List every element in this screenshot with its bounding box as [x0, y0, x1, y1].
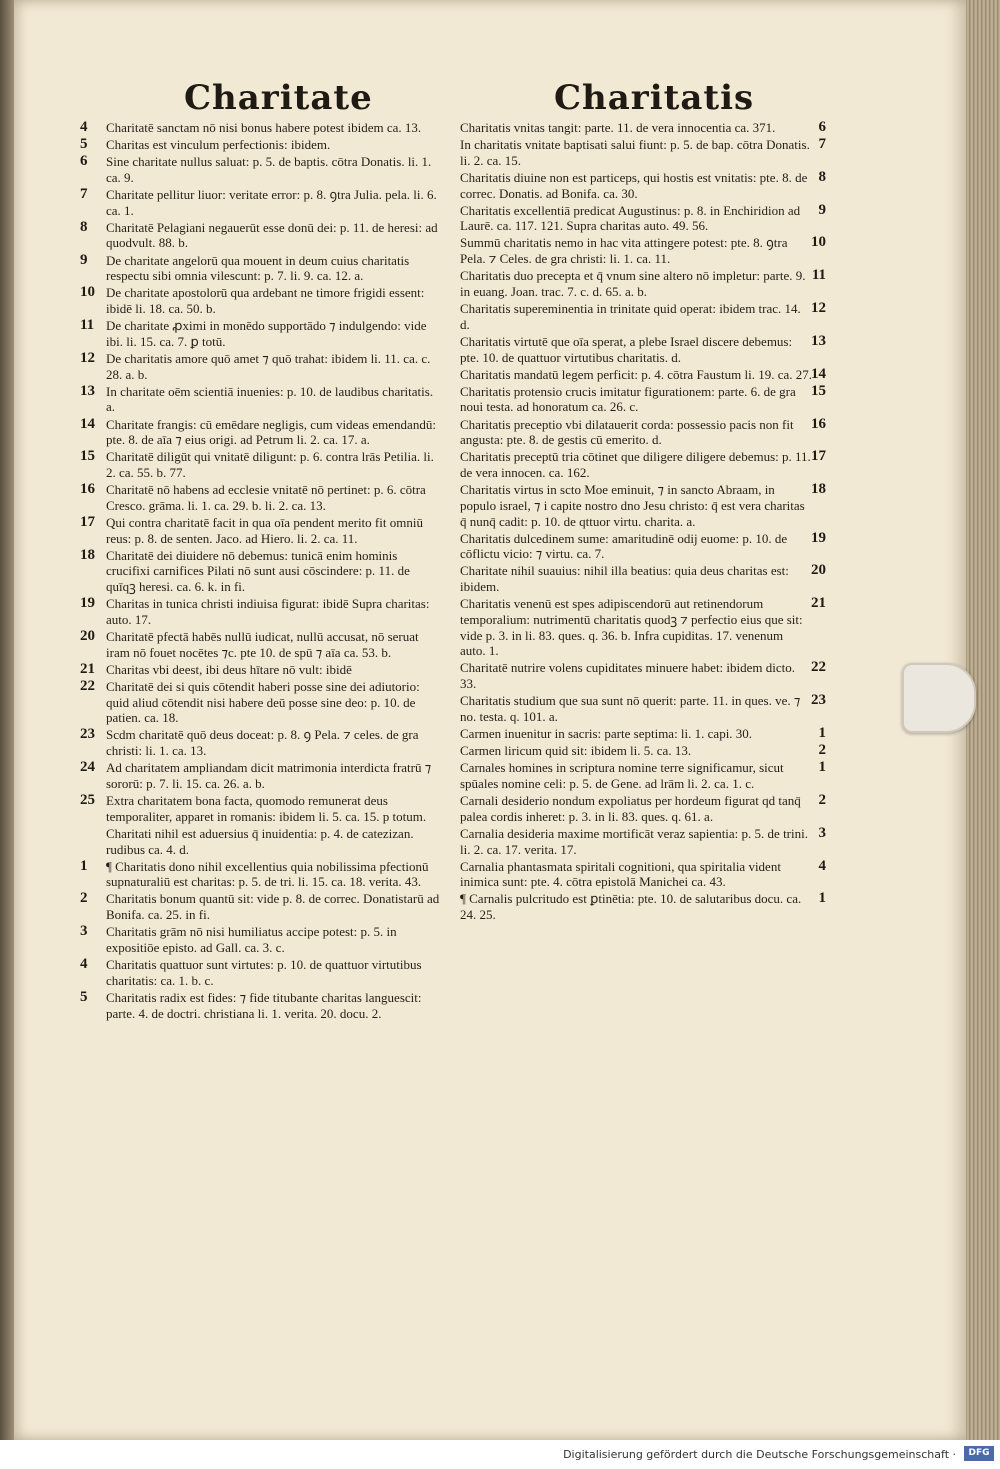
index-entry [452, 562, 826, 595]
entry-number: 11 [811, 267, 826, 284]
entry-text: Charitatē nutrire volens cupiditates minuere habet: ibidem dicto. 33. [460, 660, 796, 692]
index-entry [452, 267, 826, 299]
index-entry [82, 990, 442, 1021]
index-entry [82, 154, 442, 185]
index-entry [82, 826, 442, 857]
entry-text: Charitatis virtus in scto Moe eminuit, ⁊ in sancto Abraam, in populo israel, ⁊ i capite nostro dno Jesu christo: q̄ est vera charitas q̄ nunq̄ cadit: p. 10. de qttuor virtu. charita. a. [460, 482, 805, 529]
entry-number: 8 [818, 168, 826, 185]
index-entry [452, 119, 826, 136]
index-entry [82, 253, 442, 284]
entry-number: 4 [818, 857, 826, 874]
entry-number: 4 [80, 119, 88, 135]
index-entry [82, 351, 442, 382]
entry-text: Summū charitatis nemo in hac vita attingere potest: pte. 8. ꝯtra Pela. ⁊ Celes. de gra christi: li. 1. ca. 11. [460, 235, 788, 267]
index-entry [82, 120, 442, 136]
entry-number: 6 [818, 119, 826, 135]
entry-number: 16 [80, 481, 95, 498]
entry-number: 20 [80, 628, 95, 645]
index-entry [452, 692, 826, 724]
entry-text: De charitatis amore quō amet ⁊ quō trahat: ibidem li. 11. ca. c. 28. a. b. [106, 350, 431, 382]
dfg-logo: DFG [964, 1446, 994, 1461]
entry-text: Charitatē dei diuidere nō debemus: tunicā enim hominis crucifixi carnifices Pilati nō sunt ausi cōscindere: p. 11. de quīqꝫ heresi. ca. 6. k. in fi. [106, 547, 410, 595]
entry-text: Charitas vbi deest, ibi deus hītare nō vult: ibidē [106, 661, 352, 677]
entry-text: In charitate oēm scientiā inuenies: p. 10. de laudibus charitatis. a. [106, 383, 434, 415]
entry-number: 18 [80, 546, 95, 563]
index-entry [452, 201, 826, 234]
entry-text: Charitatis virtutē que oīa sperat, a plebe Israel discere debemus: pte. 10. de quattuor virtutibus charitatis. d. [460, 333, 793, 365]
entry-text: Charitatis supereminentia in trinitate quid operat: ibidem trac. 14. d. [460, 301, 801, 332]
entry-number: 17 [80, 513, 95, 530]
entry-text: In charitatis vnitate baptisati salui fiunt: p. 5. de bap. cōtra Donatis. li. 2. ca. 15. [460, 137, 810, 168]
entry-number: 18 [811, 481, 826, 498]
index-entry [452, 759, 826, 791]
entry-text: Charitati nihil est aduersius q̄ inuidentia: p. 4. de catezizan. rudibus ca. 4. d. [106, 825, 414, 857]
entry-text: Charitate pellitur liuor: veritate error: p. 8. ꝯtra Julia. pela. li. 6. ca. 1. [106, 186, 437, 218]
entry-number: 25 [80, 792, 95, 809]
entry-number: 24 [80, 759, 95, 776]
index-entry [82, 859, 442, 890]
index-entry [82, 793, 442, 824]
entry-number: 10 [811, 234, 826, 251]
index-entry [82, 679, 442, 726]
entry-text: Charitatis excellentiā predicat Augustinus: p. 8. in Enchiridion ad Laurē. ca. 117. 121. Supra charitas auto. 49. 56. [460, 202, 801, 234]
entry-text: Charitatis radix est fides: ⁊ fide titubante charitas languescit: parte. 4. de doctri. christiana li. 1. verita. 20. docu. 2. [106, 989, 422, 1021]
index-entry [82, 482, 442, 513]
index-entry [452, 300, 826, 332]
entry-number: 7 [818, 136, 826, 153]
book-binding-left [0, 0, 14, 1469]
entry-number: 13 [811, 332, 826, 349]
running-head-right: Charitatis [554, 78, 755, 118]
index-entry [452, 168, 826, 201]
entry-number: 12 [811, 300, 826, 317]
entry-number: 10 [80, 284, 95, 301]
entry-number: 2 [818, 742, 826, 759]
entry-text: ¶ Charitatis dono nihil excellentius quia nobilissima pfectionū supnaturaliū est charitas: p. 5. de tri. li. 15. ca. 18. verita. 43. [106, 858, 429, 890]
index-entry [452, 529, 826, 562]
entry-text: Charitatē Pelagiani negauerūt esse donū dei: p. 11. de heresi: ad quodvult. 88. b. [106, 219, 438, 251]
entry-number: 11 [80, 317, 95, 334]
index-entry [82, 662, 442, 678]
index-entry [82, 220, 442, 251]
entry-text: Charitas in tunica christi indiuisa figurat: ibidē Supra charitas: auto. 17. [106, 596, 430, 627]
index-entry [452, 725, 826, 742]
entry-text: Charitatis quattuor sunt virtutes: p. 10. de quattuor virtutibus charitatis: ca. 1. b. c. [106, 957, 422, 988]
index-entry [452, 595, 826, 659]
entry-text: Charitatis studium que sua sunt nō querit: parte. 11. in ques. ve. ⁊ no. testa. q. 101. a. [460, 693, 801, 724]
index-entry [452, 792, 826, 824]
entry-number: 8 [80, 218, 88, 235]
entry-text: Carmen liricum quid sit: ibidem li. 5. ca. 13. [460, 743, 692, 759]
entry-text: Extra charitatem bona facta, quomodo remunerat deus temporaliter, apparet in romanis: ibidem li. 5. ca. 15. p totum. [106, 793, 427, 824]
entry-text: Charitate nihil suauius: nihil illa beatius: quia deus charitas est: ibidem. [460, 563, 789, 595]
entry-text: Charitatē sanctam nō nisi bonus habere potest ibidem ca. 13. [106, 120, 422, 135]
index-entry [82, 384, 442, 415]
index-entry [452, 742, 826, 759]
entry-text: Carmen inuenitur in sacris: parte septima: li. 1. capi. 30. [460, 726, 753, 742]
index-entry [82, 957, 442, 988]
index-entry [452, 365, 826, 383]
book-page [14, 0, 966, 1440]
index-entry [82, 187, 442, 218]
entry-text: De charitate angelorū qua mouent in deum cuius charitatis respectu sibi omnia vilescunt: p. 7. li. 9. ca. 12. a. [106, 252, 410, 284]
entry-text: Charitas est vinculum perfectionis: ibidem. [106, 137, 331, 153]
entry-text: Carnalia phantasmata spiritali cognitioni, qua spiritalia vident inimica sunt: pte. 4. cōtra epistolā Manichei ca. 43. [460, 858, 781, 890]
entry-number: 9 [818, 201, 826, 218]
book-page-edges [966, 0, 1000, 1440]
entry-number: 15 [80, 448, 95, 465]
bookmark-tab [902, 663, 976, 733]
index-entry [452, 332, 826, 365]
entry-number: 1 [818, 759, 826, 776]
entry-number: 22 [811, 659, 826, 676]
entry-number: 5 [80, 136, 88, 153]
entry-number: 4 [80, 956, 88, 973]
entry-number: 16 [811, 415, 826, 432]
entry-text: Charitatis bonum quantū sit: vide p. 8. de correc. Donatistarū ad Bonifa. ca. 25. in fi. [106, 891, 440, 923]
entry-text: Charitatis preceptū tria cōtinet que diligere diligere debemus: p. 11. de vera innocen. ca. 162. [460, 449, 811, 481]
entry-number: 13 [80, 382, 95, 399]
entry-number: 19 [80, 595, 95, 612]
entry-number: 14 [811, 365, 826, 382]
entry-number: 3 [818, 824, 826, 841]
entry-text: Charitatē pfectā habēs nullū iudicat, nullū accusat, nō seruat iram nō fouet nocētes ⁊c. pte 10. de spū ⁊ aīa ca. 53. b. [106, 629, 419, 660]
entry-number: 9 [80, 251, 88, 268]
entry-number: 2 [818, 792, 826, 809]
index-entry [82, 318, 442, 349]
entry-number: 12 [80, 349, 95, 366]
entry-number: 21 [811, 595, 826, 612]
index-entry [82, 727, 442, 758]
index-entry [452, 448, 826, 481]
index-entry [82, 924, 442, 955]
left-column [82, 120, 442, 1023]
entry-text: Charitatē dei si quis cōtendit haberi posse sine dei adiutorio: quid aliud cōtendit nisi habere deū posse sine deo: p. 10. de patien. ca. 18. [106, 678, 420, 726]
running-head-left: Charitate [184, 78, 373, 118]
entry-number: 3 [80, 923, 88, 940]
entry-text: Charitatē nō habens ad ecclesie vnitatē nō pertinet: p. 6. cōtra Cresco. grāma. li. 1. ca. 29. b. li. 2. ca. 13. [106, 482, 426, 513]
index-entry [452, 857, 826, 890]
entry-text: ¶ Carnalis pulcritudo est ꝑtinētia: pte. 10. de salutaribus docu. ca. 24. 25. [460, 891, 802, 923]
index-entry [82, 629, 442, 660]
entry-text: Charitatis mandatū legem perficit: p. 4. cōtra Faustum li. 19. ca. 27. [460, 366, 812, 382]
entry-number: 1 [818, 725, 826, 742]
entry-number: 17 [811, 448, 826, 465]
entry-number: 1 [80, 857, 88, 874]
entry-number: 6 [80, 153, 88, 170]
right-column [452, 119, 826, 924]
entry-text: Qui contra charitatē facit in qua oīa pendent merito fit omniū reus: p. 8. de senten. Jaco. ad Hiero. li. 2. ca. 11. [106, 514, 423, 546]
index-entry [452, 234, 826, 267]
footer-credit: Digitalisierung gefördert durch die Deutsche Forschungsgemeinschaft · [563, 1448, 956, 1461]
entry-text: Charitatis venenū est spes adipiscendorū aut retinendorum temporalium: nutrimentū charitatis quodꝫ ⁊ perfectio eius que sit: vide p. 3. in li. 83. ques. q. 36. b. Infra cupiditas. 17. venenum auto. 1. [460, 596, 803, 659]
entry-text: Carnales homines in scriptura nomine terre significamur, sicut spūales nomine celi: p. 5. de Gene. ad lrām li. 2. ca. 1. c. [460, 760, 784, 791]
index-entry [82, 137, 442, 153]
entry-text: De charitate ꝓximi in monēdo supportādo ⁊ indulgendo: vide ibi. li. 15. ca. 7. ꝑ totū. [106, 318, 427, 349]
entry-text: Charitatis dulcedinem sume: amaritudinē odij euome: p. 10. de cōflictu vicio: ⁊ virtu. ca. 7. [460, 530, 788, 562]
entry-number: 19 [811, 529, 826, 546]
index-entry [82, 548, 442, 595]
entry-text: Charitatis protensio crucis imitatur figurationem: parte. 6. de gra noui testa. ad honoratum ca. 26. c. [460, 383, 796, 415]
entry-text: De charitate apostolorū qua ardebant ne timore frigidi essent: ibidē li. 18. ca. 50. b. [106, 285, 425, 317]
index-entry [452, 481, 826, 529]
entry-number: 5 [80, 988, 88, 1005]
index-entry [82, 285, 442, 316]
footer-bar [0, 1440, 1000, 1469]
index-entry [452, 382, 826, 415]
entry-number: 2 [80, 890, 88, 907]
entry-text: Charitatis duo precepta et q̄ vnum sine altero nō impletur: parte. 9. in euang. Joan. trac. 7. c. d. 65. a. b. [460, 268, 806, 299]
index-entry [452, 415, 826, 448]
entry-text: Carnalia desideria maxime mortificāt veraz sapientia: p. 5. de trini. li. 2. ca. 17. verita. 17. [460, 825, 808, 857]
index-entry [82, 417, 442, 448]
index-entry [82, 596, 442, 627]
index-entry [452, 136, 826, 168]
entry-text: Charitatē diligūt qui vnitatē diligunt: p. 6. contra lrās Petilia. li. 2. ca. 55. b. 77. [106, 449, 434, 481]
entry-number: 1 [818, 890, 826, 907]
entry-text: Charitatis preceptio vbi dilatauerit corda: possessio pacis non fit angusta: pte. 8. de gestis cū emerito. d. [460, 416, 794, 448]
entry-text: Sine charitate nullus saluat: p. 5. de baptis. cōtra Donatis. li. 1. ca. 9. [106, 154, 432, 185]
entry-number: 14 [80, 415, 95, 432]
entry-text: Scdm charitatē quō deus doceat: p. 8. ꝯ Pela. ⁊ celes. de gra christi: li. 1. ca. 13. [106, 727, 419, 759]
entry-text: Charitatis vnitas tangit: parte. 11. de vera innocentia ca. 371. [460, 120, 776, 135]
entry-text: Charitatis diuine non est particeps, qui hostis est vnitatis: pte. 8. de correc. Donatis. ad Bonifa. ca. 30. [460, 169, 808, 201]
entry-number: 21 [80, 660, 95, 677]
entry-text: Charitatis grām nō nisi humiliatus accipe potest: p. 5. in expositiōe episto. ad Gall. ca. 3. c. [106, 924, 397, 955]
index-entry [82, 891, 442, 922]
index-entry [82, 760, 442, 791]
entry-text: Carnali desiderio nondum expoliatus per hordeum figurat qd tanq̄ palea cordis inheret: p. 3. in li. 83. ques. q. 61. a. [460, 793, 801, 824]
entry-number: 7 [80, 185, 88, 202]
index-entry [452, 890, 826, 923]
entry-number: 23 [811, 692, 826, 709]
entry-text: Ad charitatem ampliandam dicit matrimonia interdicta fratrū ⁊ sororū: p. 7. li. 15. ca. 26. a. b. [106, 760, 432, 791]
index-entry [82, 515, 442, 546]
entry-text: Charitate frangis: cū emēdare negligis, cum videas emendandū: pte. 8. de aīa ⁊ eius origi. ad Petrum li. 2. ca. 17. a. [106, 416, 436, 448]
index-entry [452, 824, 826, 857]
index-entry [82, 449, 442, 480]
entry-number: 20 [811, 562, 826, 579]
entry-number: 22 [80, 677, 95, 694]
index-entry [452, 659, 826, 692]
entry-number: 23 [80, 726, 95, 743]
entry-number: 15 [811, 382, 826, 399]
